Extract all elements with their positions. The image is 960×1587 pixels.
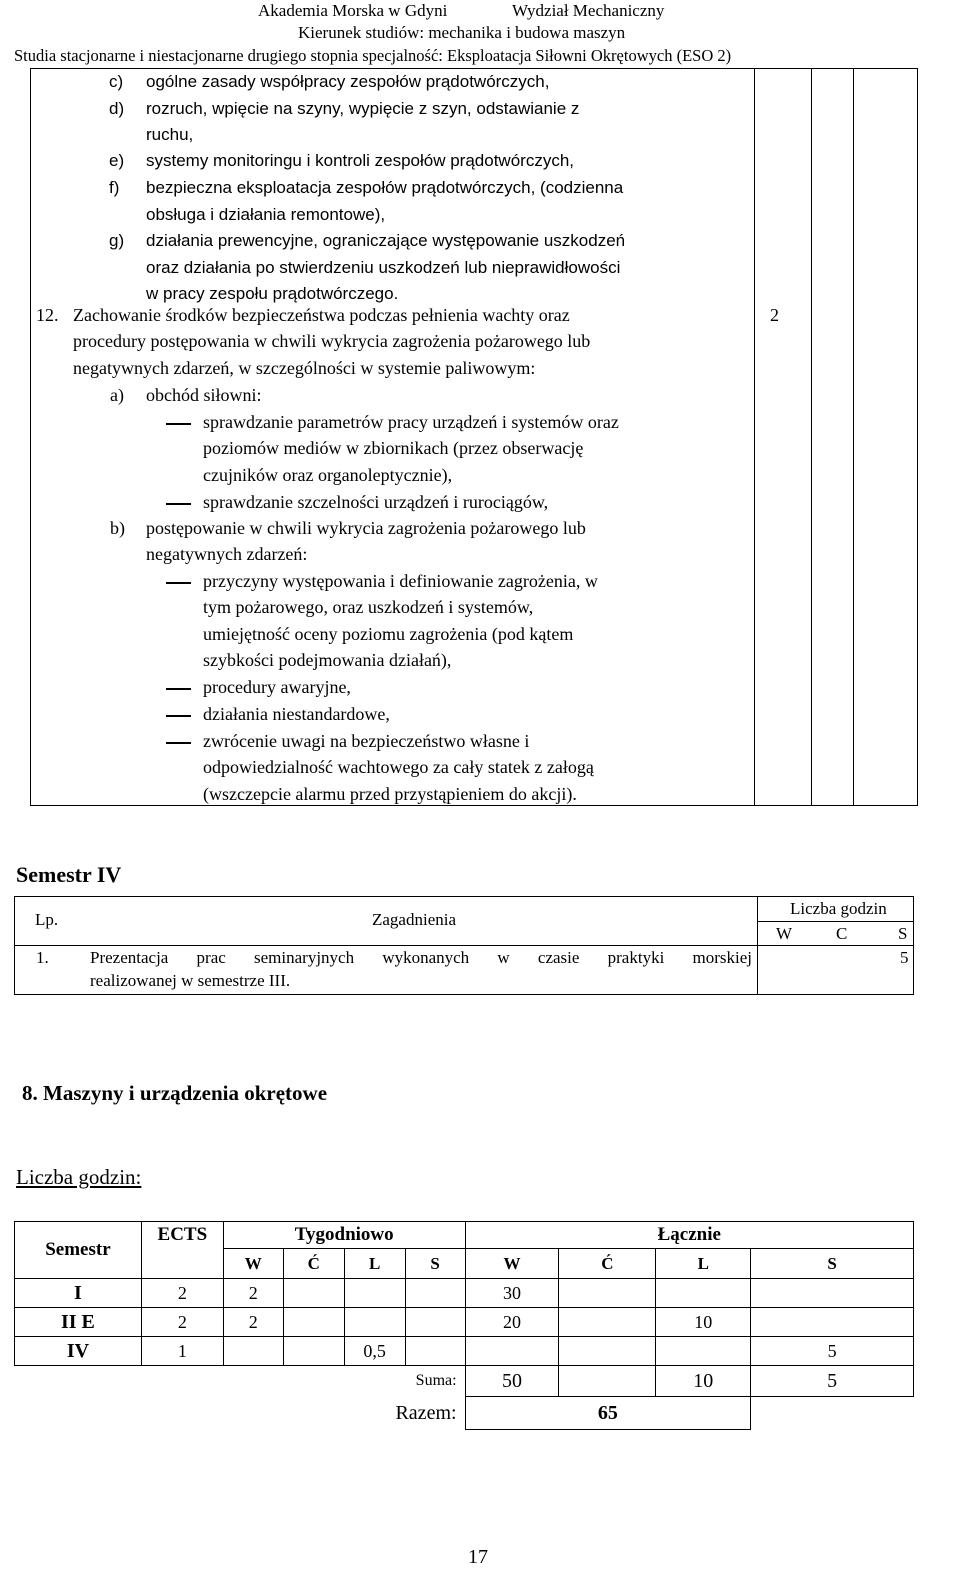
row-cell: 2 bbox=[223, 1308, 283, 1337]
row-cell bbox=[405, 1337, 465, 1366]
sub-header: W bbox=[223, 1249, 283, 1279]
sub-header: L bbox=[656, 1249, 751, 1279]
empty-cell bbox=[751, 1397, 914, 1430]
item-line: ruchu, bbox=[146, 125, 194, 144]
bullet-dash bbox=[166, 423, 191, 425]
bullet-dash bbox=[166, 503, 191, 505]
h-weekly: Tygodniowo bbox=[223, 1222, 465, 1249]
sum-value bbox=[559, 1366, 656, 1397]
item-12-intro: Zachowanie środków bezpieczeństwa podczas pełnienia wachty oraz bbox=[73, 305, 570, 325]
bullet-dash bbox=[166, 715, 191, 717]
header-field: Kierunek studiów: mechanika i budowa maszyn bbox=[298, 23, 626, 42]
item-line: ogólne zasady współpracy zespołów prądotwórczych, bbox=[146, 72, 550, 91]
row-cell: 0,5 bbox=[344, 1337, 405, 1366]
sub-title: negatywnych zdarzeń: bbox=[146, 544, 308, 564]
semester-title: Semestr IV bbox=[16, 862, 122, 887]
item-letter: d) bbox=[109, 99, 125, 118]
sum-value: 10 bbox=[656, 1366, 751, 1397]
col-topics: Zagadnienia bbox=[372, 910, 457, 929]
table-row bbox=[15, 1337, 914, 1366]
item-line: działania prewencyjne, ograniczające występowanie uszkodzeń bbox=[146, 231, 626, 250]
item-line: w pracy zespołu prądotwórczego. bbox=[146, 284, 399, 303]
sum-value: 5 bbox=[751, 1366, 914, 1397]
sub-header: L bbox=[344, 1249, 405, 1279]
col-s: S bbox=[898, 924, 908, 943]
bullet-line: przyczyny występowania i definiowanie zagrożenia, w bbox=[203, 571, 598, 591]
bullet-line: odpowiedzialność wachtowego za cały statek z załogą bbox=[203, 757, 594, 777]
row-cell bbox=[344, 1279, 405, 1308]
row-cell bbox=[344, 1308, 405, 1337]
bullet-line: procedury awaryjne, bbox=[203, 677, 351, 697]
row-cell: 20 bbox=[465, 1308, 559, 1337]
row-s: 5 bbox=[900, 948, 909, 967]
row-lp: 1. bbox=[36, 948, 49, 967]
row-cell bbox=[656, 1337, 751, 1366]
row-cell bbox=[656, 1279, 751, 1308]
bullet-dash bbox=[166, 742, 191, 744]
row-semester: I bbox=[15, 1279, 142, 1308]
row-cell: 10 bbox=[656, 1308, 751, 1337]
sub-letter: b) bbox=[110, 518, 125, 538]
item-number: 12. bbox=[36, 305, 59, 325]
row-cell: 30 bbox=[465, 1279, 559, 1308]
item-line: systemy monitoringu i kontroli zespołów prądotwórczych, bbox=[146, 151, 575, 170]
bullet-line: sprawdzanie parametrów pracy urządzeń i systemów oraz bbox=[203, 412, 619, 432]
sub-header: W bbox=[465, 1249, 559, 1279]
row-ects: 2 bbox=[141, 1308, 223, 1337]
bullet-line: działania niestandardowe, bbox=[203, 704, 390, 724]
header-program: Studia stacjonarne i niestacjonarne drugiego stopnia specjalność: Eksploatacja Siłowni Okrętowych (ESO 2) bbox=[14, 46, 732, 65]
item-12-intro: procedury postępowania w chwili wykrycia zagrożenia pożarowego lub bbox=[73, 331, 591, 351]
sub-header: Ć bbox=[283, 1249, 344, 1279]
row-cell bbox=[223, 1337, 283, 1366]
item-letter: g) bbox=[109, 231, 125, 250]
item-letter: c) bbox=[109, 72, 124, 91]
table-row bbox=[15, 1308, 914, 1337]
section-title: 8. Maszyny i urządzenia okrętowe bbox=[22, 1081, 328, 1105]
row-cell bbox=[559, 1308, 656, 1337]
total-row bbox=[15, 1397, 914, 1430]
item-letter: e) bbox=[109, 151, 125, 170]
row-cell bbox=[465, 1337, 559, 1366]
bullet-line: poziomów mediów w zbiornikach (przez obserwację bbox=[203, 438, 584, 458]
col-lp: Lp. bbox=[35, 910, 59, 929]
row-semester: IV bbox=[15, 1337, 142, 1366]
col-hours: Liczba godzin bbox=[790, 899, 887, 918]
sub-header: S bbox=[405, 1249, 465, 1279]
col-c: C bbox=[836, 924, 848, 943]
row-text: Prezentacja prac seminaryjnych wykonanych w czasie praktyki morskiej bbox=[90, 948, 752, 967]
item-12-intro: negatywnych zdarzeń, w szczególności w systemie paliwowym: bbox=[73, 358, 536, 378]
bullet-line: czujników oraz organoleptycznie), bbox=[203, 465, 453, 485]
row-cell bbox=[405, 1308, 465, 1337]
table-row bbox=[15, 1279, 914, 1308]
header-university: Akademia Morska w Gdyni bbox=[258, 1, 448, 20]
bullet-line: szybkości podejmowania działań), bbox=[203, 650, 452, 670]
item-line: obsługa i działania remontowe), bbox=[146, 205, 386, 224]
row-ects: 1 bbox=[141, 1337, 223, 1366]
hours-table bbox=[14, 1221, 914, 1430]
item-12-hours: 2 bbox=[770, 305, 779, 325]
row-cell bbox=[283, 1337, 344, 1366]
h-total: Łącznie bbox=[465, 1222, 913, 1249]
item-line: oraz działania po stwierdzeniu uszkodzeń lub nieprawidłowości bbox=[146, 258, 621, 277]
sum-value: 50 bbox=[465, 1366, 559, 1397]
bullet-dash bbox=[166, 688, 191, 690]
h-ects: ECTS bbox=[141, 1222, 223, 1279]
row-cell bbox=[751, 1279, 914, 1308]
item-line: rozruch, wpięcie na szyny, wypięcie z szyn, odstawianie z bbox=[146, 99, 580, 118]
item-line: bezpieczna eksploatacja zespołów prądotwórczych, (codzienna bbox=[146, 178, 624, 197]
bullet-line: zwrócenie uwagi na bezpieczeństwo własne i bbox=[203, 731, 530, 751]
row-ects: 2 bbox=[141, 1279, 223, 1308]
row-cell bbox=[283, 1279, 344, 1308]
row-cell bbox=[559, 1279, 656, 1308]
sub-title: postępowanie w chwili wykrycia zagrożenia pożarowego lub bbox=[146, 518, 586, 538]
bullet-line: tym pożarowego, oraz uszkodzeń i systemów, bbox=[203, 597, 534, 617]
row-semester: II E bbox=[15, 1308, 142, 1337]
row-cell bbox=[405, 1279, 465, 1308]
sum-label: Suma: bbox=[15, 1366, 466, 1397]
item-letter: f) bbox=[109, 178, 120, 197]
col-w: W bbox=[776, 924, 793, 943]
bullet-line: umiejętność oceny poziomu zagrożenia (pod kątem bbox=[203, 624, 574, 644]
sub-header: S bbox=[751, 1249, 914, 1279]
sum-row bbox=[15, 1366, 914, 1397]
row-cell: 5 bbox=[751, 1337, 914, 1366]
bullet-line: sprawdzanie szczelności urządzeń i rurociągów, bbox=[203, 492, 549, 512]
bullet-dash bbox=[166, 582, 191, 584]
sub-letter: a) bbox=[110, 385, 124, 405]
bullet-line: (wszczepcie alarmu przed przystąpieniem do akcji). bbox=[203, 784, 577, 804]
total-label: Razem: bbox=[15, 1397, 466, 1430]
sub-header: Ć bbox=[559, 1249, 656, 1279]
page-number: 17 bbox=[468, 1546, 488, 1568]
row-cell bbox=[751, 1308, 914, 1337]
row-cell: 2 bbox=[223, 1279, 283, 1308]
h-semestr: Semestr bbox=[15, 1222, 142, 1279]
hours-label: Liczba godzin: bbox=[16, 1165, 142, 1189]
row-text: realizowanej w semestrze III. bbox=[90, 971, 291, 990]
row-cell bbox=[283, 1308, 344, 1337]
sub-title: obchód siłowni: bbox=[146, 385, 262, 405]
header-faculty: Wydział Mechaniczny bbox=[512, 1, 665, 20]
row-cell bbox=[559, 1337, 656, 1366]
total-value: 65 bbox=[465, 1397, 751, 1430]
